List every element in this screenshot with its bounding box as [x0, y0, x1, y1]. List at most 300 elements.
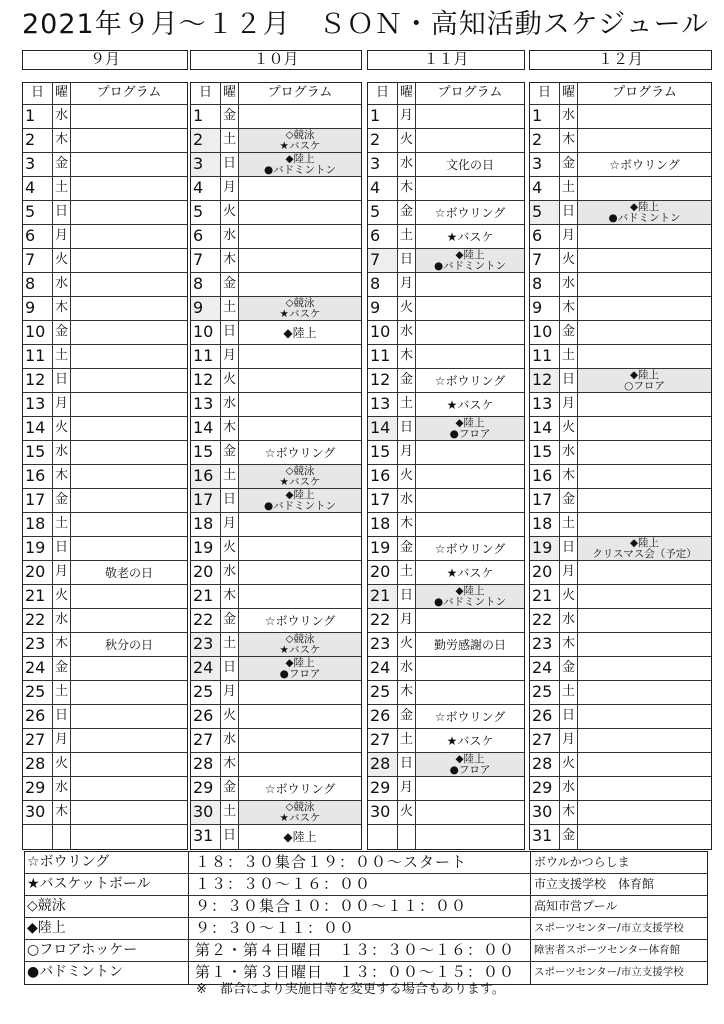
header-program: プログラム [267, 85, 333, 100]
table-row [23, 489, 187, 513]
weekday: 火 [53, 417, 71, 440]
weekday: 金 [221, 441, 239, 464]
legend-program: ☆ボウリング [25, 852, 189, 873]
program-cell [416, 273, 524, 296]
program-cell [416, 777, 524, 800]
program-cell [239, 753, 361, 776]
weekday: 日 [221, 321, 239, 344]
day-number: 17 [23, 489, 53, 512]
weekday: 月 [398, 105, 416, 128]
day-number: 1 [530, 105, 560, 128]
day-number: 19 [191, 537, 221, 560]
table-row [368, 153, 524, 177]
day-number: 7 [23, 249, 53, 272]
program-cell [578, 393, 711, 416]
weekday: 日 [221, 825, 239, 849]
program-item: ●フロア [449, 763, 491, 776]
table-row [530, 177, 711, 201]
table-row [530, 705, 711, 729]
table-row [530, 441, 711, 465]
day-number: 14 [368, 417, 398, 440]
program-cell [239, 681, 361, 704]
day-number: 27 [191, 729, 221, 752]
day-number: 10 [23, 321, 53, 344]
day-number: 29 [368, 777, 398, 800]
weekday: 金 [53, 153, 71, 176]
program-cell [416, 633, 524, 656]
weekday: 水 [398, 489, 416, 512]
day-number: 7 [368, 249, 398, 272]
table-row [191, 273, 361, 297]
program-item: ◇競泳 [285, 129, 315, 141]
program-cell [239, 561, 361, 584]
program-item: ●フロア [449, 427, 491, 440]
program-cell [239, 609, 361, 632]
day-number: 24 [191, 657, 221, 680]
weekday: 日 [560, 369, 578, 392]
program-item: ◆陸上 [283, 830, 317, 844]
weekday [398, 825, 416, 849]
weekday: 日 [53, 705, 71, 728]
program-cell [239, 225, 361, 248]
table-row [191, 489, 361, 513]
day-number: 15 [530, 441, 560, 464]
table-row [530, 537, 711, 561]
day-number: 3 [530, 153, 560, 176]
weekday: 日 [221, 657, 239, 680]
weekday: 火 [560, 249, 578, 272]
program-item: 文化の日 [445, 157, 494, 172]
weekday: 土 [53, 513, 71, 536]
table-row [368, 609, 524, 633]
weekday: 月 [221, 345, 239, 368]
day-number: 19 [368, 537, 398, 560]
day-number: 12 [23, 369, 53, 392]
program-item: ★バスケ [279, 643, 321, 656]
program-cell [239, 249, 361, 272]
program-item: ●バドミントン [434, 595, 506, 608]
day-number: 20 [530, 561, 560, 584]
program-cell [416, 201, 524, 224]
program-cell [239, 801, 361, 824]
program-cell [416, 105, 524, 128]
day-number: 11 [368, 345, 398, 368]
weekday: 土 [398, 561, 416, 584]
program-cell [578, 489, 711, 512]
table-row [23, 201, 187, 225]
program-item: 秋分の日 [104, 637, 153, 652]
table-row [191, 177, 361, 201]
month-table [22, 82, 188, 850]
day-number: 2 [23, 129, 53, 152]
day-number: 13 [368, 393, 398, 416]
weekday: 木 [53, 297, 71, 320]
program-cell [71, 801, 187, 824]
table-row [191, 681, 361, 705]
day-number: 10 [368, 321, 398, 344]
legend-row [25, 940, 707, 962]
legend-row [25, 896, 707, 918]
table-row [191, 345, 361, 369]
day-number: 12 [368, 369, 398, 392]
day-number: 29 [191, 777, 221, 800]
program-cell [71, 105, 187, 128]
table-row [23, 225, 187, 249]
day-number: 4 [530, 177, 560, 200]
program-item: ★バスケ [446, 565, 494, 580]
weekday: 日 [398, 753, 416, 776]
weekday: 金 [221, 105, 239, 128]
day-number: 21 [191, 585, 221, 608]
table-row [191, 441, 361, 465]
program-cell [578, 129, 711, 152]
weekday: 月 [53, 729, 71, 752]
table-row [530, 297, 711, 321]
table-row [530, 513, 711, 537]
program-item: ◆陸上 [455, 249, 485, 261]
weekday: 木 [221, 753, 239, 776]
day-number: 17 [368, 489, 398, 512]
program-cell [71, 705, 187, 728]
program-cell [416, 465, 524, 488]
program-cell [71, 585, 187, 608]
program-cell [71, 345, 187, 368]
table-row [368, 201, 524, 225]
table-row [191, 801, 361, 825]
table-row [23, 729, 187, 753]
day-number: 18 [191, 513, 221, 536]
weekday: 土 [221, 633, 239, 656]
program-cell [71, 129, 187, 152]
day-number: 6 [530, 225, 560, 248]
day-number: 14 [191, 417, 221, 440]
weekday: 月 [53, 225, 71, 248]
program-cell [578, 345, 711, 368]
program-item: ☆ボウリング [434, 709, 506, 724]
program-item: ☆ボウリング [264, 445, 336, 460]
weekday: 日 [398, 249, 416, 272]
day-number: 6 [191, 225, 221, 248]
weekday: 木 [560, 801, 578, 824]
program-cell [578, 561, 711, 584]
weekday: 木 [221, 417, 239, 440]
legend-time: 第２・第４日曜日 １３：３０～１６：００ [189, 940, 531, 961]
program-item: ●バドミントン [264, 163, 336, 176]
day-number: 8 [530, 273, 560, 296]
program-cell [71, 153, 187, 176]
day-number: 2 [191, 129, 221, 152]
program-cell [578, 201, 711, 224]
weekday: 木 [560, 465, 578, 488]
program-cell [239, 273, 361, 296]
header-day: 日 [23, 83, 53, 104]
table-row [23, 705, 187, 729]
program-cell [239, 777, 361, 800]
weekday: 日 [398, 585, 416, 608]
table-row [368, 465, 524, 489]
program-cell [416, 249, 524, 272]
weekday: 水 [398, 321, 416, 344]
table-row [368, 273, 524, 297]
program-item: ●バドミントン [434, 259, 506, 272]
weekday: 木 [221, 585, 239, 608]
day-number: 22 [368, 609, 398, 632]
month-header: １０月 [190, 50, 362, 70]
weekday: 月 [221, 177, 239, 200]
program-item: ★バスケ [279, 307, 321, 320]
legend-time: １８：３０集合１９：００～スタート [189, 852, 531, 873]
table-row [368, 393, 524, 417]
program-cell [71, 513, 187, 536]
weekday: 金 [398, 369, 416, 392]
table-row [191, 201, 361, 225]
program-item: ★バスケ [446, 733, 494, 748]
program-cell [416, 417, 524, 440]
program-cell [416, 489, 524, 512]
header-weekday: 曜 [53, 83, 71, 104]
table-row [368, 777, 524, 801]
footnote: ※ 都合により実施日等を変更する場合もあります。 [196, 982, 505, 997]
program-cell [416, 825, 524, 849]
table-row [23, 777, 187, 801]
table-header-row [368, 83, 524, 105]
program-cell [416, 297, 524, 320]
legend-program: ○フロアホッケー [25, 940, 189, 961]
program-item: ★バスケ [279, 139, 321, 152]
program-item: ◆陸上 [283, 325, 317, 340]
day-number: 28 [23, 753, 53, 776]
legend-program: ◆陸上 [25, 918, 189, 939]
legend-place: スポーツセンター/市立支援学校 [534, 966, 684, 978]
weekday: 金 [221, 273, 239, 296]
program-item: ☆ボウリング [264, 781, 336, 796]
weekday: 火 [398, 129, 416, 152]
weekday: 火 [221, 369, 239, 392]
day-number: 1 [23, 105, 53, 128]
table-row [530, 129, 711, 153]
program-item: ★バスケ [279, 811, 321, 824]
header-day: 日 [191, 83, 221, 104]
header-program: プログラム [437, 85, 503, 100]
program-cell [239, 633, 361, 656]
weekday: 火 [53, 585, 71, 608]
day-number: 3 [23, 153, 53, 176]
program-item: ◇競泳 [285, 297, 315, 309]
table-row [368, 537, 524, 561]
day-number: 9 [530, 297, 560, 320]
program-item: ◆陸上 [285, 657, 315, 669]
legend-row [25, 852, 707, 874]
program-item: ◆陸上 [629, 201, 660, 213]
table-row [530, 369, 711, 393]
weekday: 火 [53, 753, 71, 776]
table-row [368, 297, 524, 321]
program-item: ☆ボウリング [434, 373, 506, 388]
weekday: 金 [221, 609, 239, 632]
day-number: 11 [23, 345, 53, 368]
day-number: 15 [191, 441, 221, 464]
program-cell [71, 441, 187, 464]
day-number: 22 [191, 609, 221, 632]
program-cell [416, 225, 524, 248]
weekday: 土 [398, 729, 416, 752]
day-number: 12 [530, 369, 560, 392]
program-cell [416, 153, 524, 176]
legend-time: １３：３０～１６：００ [189, 874, 531, 895]
table-row [191, 609, 361, 633]
day-number: 23 [191, 633, 221, 656]
weekday: 水 [53, 105, 71, 128]
legend-place: ボウルかつらしま [534, 855, 630, 869]
program-cell [416, 561, 524, 584]
day-number: 17 [191, 489, 221, 512]
table-row [530, 273, 711, 297]
legend-table [24, 851, 708, 985]
weekday: 金 [560, 489, 578, 512]
table-header-row [530, 83, 711, 105]
program-item: ◇競泳 [285, 801, 315, 813]
program-item: ◆陸上 [285, 489, 315, 501]
table-row [530, 201, 711, 225]
header-program: プログラム [612, 85, 677, 100]
month-table [529, 82, 712, 850]
weekday: 日 [560, 201, 578, 224]
day-number: 14 [23, 417, 53, 440]
table-row [191, 321, 361, 345]
program-cell [239, 369, 361, 392]
program-cell [416, 681, 524, 704]
table-header-row [191, 83, 361, 105]
program-cell [239, 105, 361, 128]
program-item: ◆陸上 [629, 537, 660, 549]
program-item: ☆ボウリング [264, 613, 336, 628]
weekday: 水 [53, 273, 71, 296]
table-row [368, 825, 524, 849]
table-row [368, 489, 524, 513]
day-number: 5 [368, 201, 398, 224]
program-cell [239, 345, 361, 368]
table-row [191, 225, 361, 249]
day-number: 19 [23, 537, 53, 560]
weekday: 木 [53, 801, 71, 824]
table-header-row [23, 83, 187, 105]
program-cell [239, 153, 361, 176]
program-cell [239, 585, 361, 608]
day-number: 30 [368, 801, 398, 824]
program-cell [239, 129, 361, 152]
weekday: 土 [53, 681, 71, 704]
weekday: 土 [53, 177, 71, 200]
table-row [368, 753, 524, 777]
table-row [191, 249, 361, 273]
program-item: ★バスケ [446, 397, 494, 412]
program-item: ◇競泳 [285, 633, 315, 645]
program-cell [416, 705, 524, 728]
day-number: 16 [191, 465, 221, 488]
program-cell [578, 825, 711, 849]
table-row [368, 585, 524, 609]
table-row [530, 633, 711, 657]
table-row [530, 561, 711, 585]
program-cell [416, 729, 524, 752]
legend-place: 高知市営プール [534, 899, 618, 913]
program-cell [578, 105, 711, 128]
table-row [530, 753, 711, 777]
table-row [530, 417, 711, 441]
day-number: 9 [191, 297, 221, 320]
table-row [368, 177, 524, 201]
table-row [191, 393, 361, 417]
day-number: 11 [191, 345, 221, 368]
table-row [368, 801, 524, 825]
month-table [367, 82, 525, 850]
table-row [368, 105, 524, 129]
program-cell [578, 609, 711, 632]
weekday: 木 [53, 633, 71, 656]
table-row [191, 537, 361, 561]
weekday: 日 [53, 369, 71, 392]
weekday: 金 [398, 537, 416, 560]
weekday: 土 [398, 393, 416, 416]
day-number: 15 [368, 441, 398, 464]
program-cell [578, 153, 711, 176]
table-row [530, 609, 711, 633]
table-row [23, 177, 187, 201]
day-number: 8 [368, 273, 398, 296]
weekday: 水 [560, 609, 578, 632]
table-row [23, 129, 187, 153]
table-row [368, 369, 524, 393]
program-cell [239, 657, 361, 680]
program-item: 敬老の日 [104, 565, 153, 580]
day-number: 27 [23, 729, 53, 752]
weekday: 水 [53, 609, 71, 632]
table-row [191, 297, 361, 321]
page-title: 2021年９月～１２月 ＳＯＮ・高知活動スケジュール [22, 9, 710, 40]
weekday: 土 [221, 297, 239, 320]
program-cell [416, 393, 524, 416]
day-number: 8 [191, 273, 221, 296]
weekday: 火 [398, 297, 416, 320]
day-number: 23 [530, 633, 560, 656]
day-number: 10 [191, 321, 221, 344]
program-item: ☆ボウリング [434, 541, 506, 556]
table-row [191, 417, 361, 441]
day-number: 24 [530, 657, 560, 680]
table-row [530, 321, 711, 345]
weekday: 木 [560, 633, 578, 656]
table-row [368, 633, 524, 657]
table-row [191, 105, 361, 129]
weekday: 水 [53, 441, 71, 464]
table-row [368, 681, 524, 705]
day-number: 11 [530, 345, 560, 368]
table-row [368, 705, 524, 729]
table-row [23, 537, 187, 561]
weekday: 土 [221, 129, 239, 152]
program-cell [71, 657, 187, 680]
table-row [368, 129, 524, 153]
program-cell [71, 177, 187, 200]
legend-place: 障害者スポーツセンター体育館 [534, 944, 681, 956]
program-cell [71, 321, 187, 344]
day-number: 15 [23, 441, 53, 464]
day-number: 4 [23, 177, 53, 200]
program-item: ◆陸上 [455, 417, 485, 429]
weekday: 土 [221, 801, 239, 824]
program-cell [416, 537, 524, 560]
program-cell [239, 825, 361, 849]
